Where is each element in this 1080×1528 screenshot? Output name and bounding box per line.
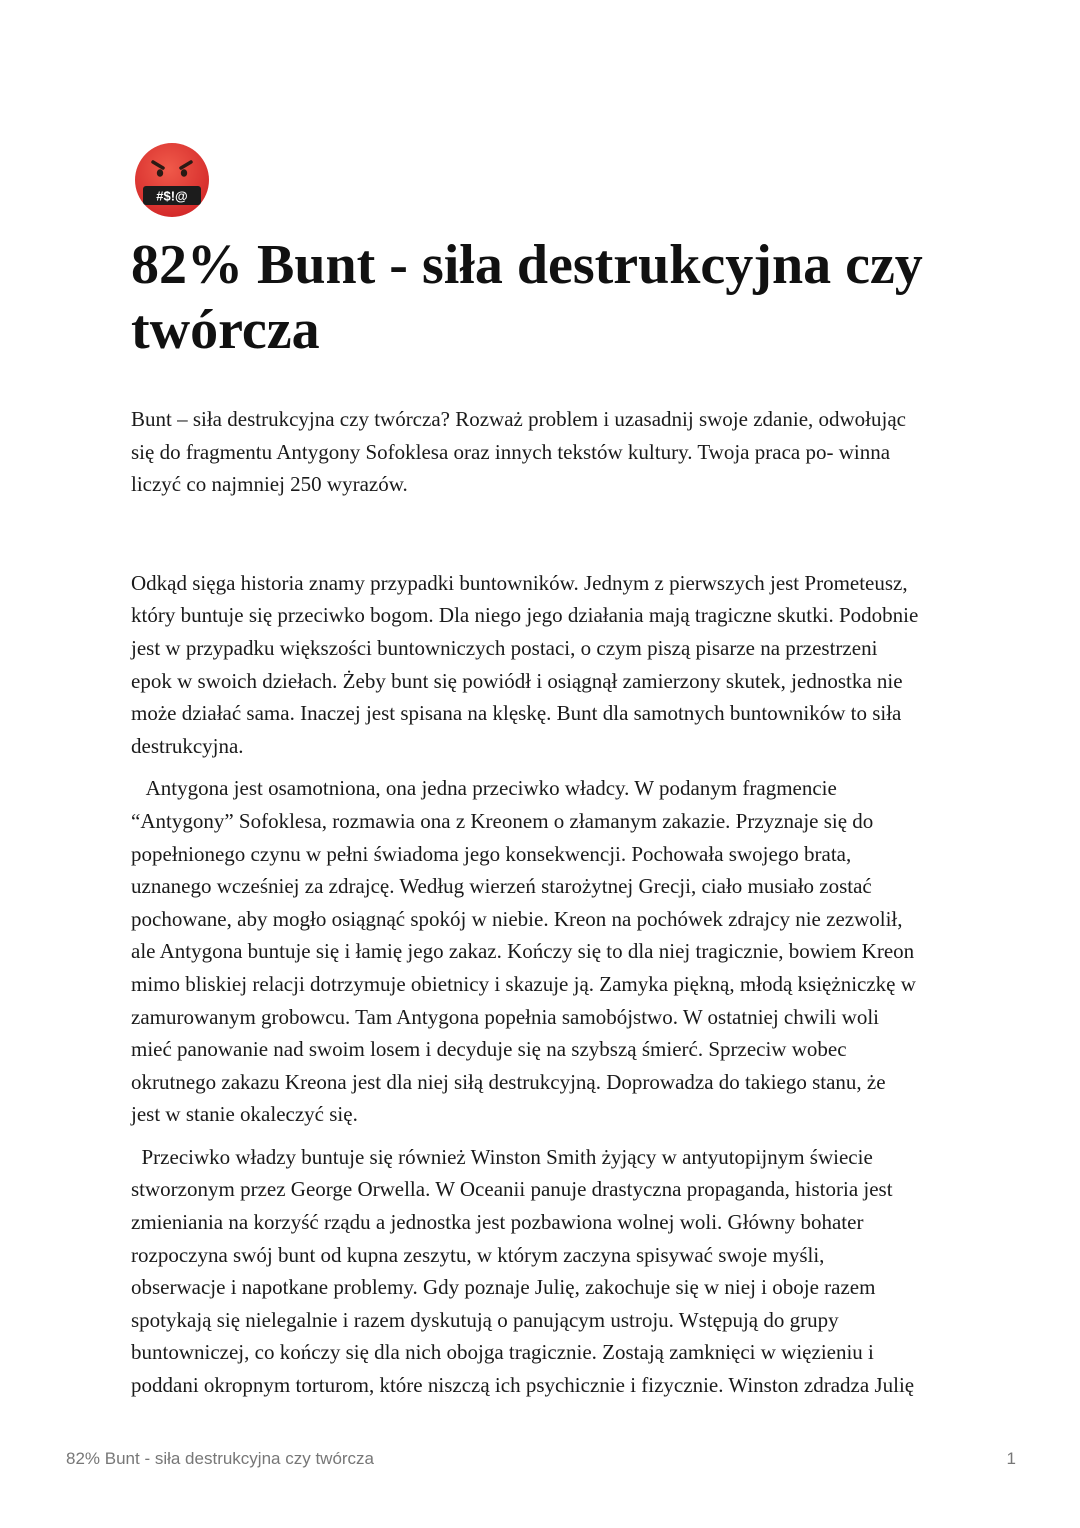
- paragraph-line: ale Antygona buntuje się i łamię jego zakaz. Kończy się to dla niej tragicznie, bowiem Kreon: [131, 939, 915, 964]
- paragraph-line: poddani okropnym torturom, które niszczą ich psychicznie i fizycznie. Winston zdradza Julię: [131, 1373, 915, 1398]
- footer-title: 82% Bunt - siła destrukcyjna czy twórcza: [66, 1449, 375, 1468]
- emoji-left-eye: [157, 169, 163, 177]
- prompt-line: liczyć co najmniej 250 wyrazów.: [131, 472, 408, 497]
- paragraph-line: Przeciwko władzy buntuje się również Winston Smith żyjący w antyutopijnym świecie: [131, 1144, 873, 1169]
- paragraph-line: epok w swoich dziełach. Żeby bunt się powiódł i osiągnął zamierzony skutek, jednostka nie: [131, 668, 903, 693]
- prompt-line: się do fragmentu Antygony Sofoklesa oraz innych tekstów kultury. Twoja praca po- winna: [131, 439, 891, 464]
- paragraph-winston: [131, 1141, 961, 1402]
- paragraph-intro: [131, 567, 961, 763]
- essay-prompt: [131, 403, 961, 501]
- prompt-line: Bunt – siła destrukcyjna czy twórcza? Rozważ problem i uzasadnij swoje zdanie, odwołując: [131, 407, 906, 431]
- paragraph-line: pochowane, aby mogło osiągnąć spokój w niebie. Kreon na pochówek zdrajcy nie zezwolił,: [131, 906, 903, 931]
- paragraph-line: Antygona jest osamotniona, ona jedna przeciwko władcy. W podanym fragmencie: [131, 776, 837, 801]
- paragraph-line: mimo bliskiej relacji dotrzymuje obietnicy i skazuje ją. Zamyka piękną, młodą księżniczkę w: [131, 971, 916, 996]
- document-body: [131, 403, 961, 1402]
- paragraph-line: jest w przypadku większości buntowniczych postaci, o czym piszą pisarze na przestrzeni: [131, 635, 878, 660]
- paragraph-line: jest w stanie okaleczyć się.: [131, 1102, 358, 1127]
- page-title: 82% Bunt - siła destrukcyjna czy twórcza: [131, 234, 923, 361]
- paragraph-line: mieć panowanie nad swoim losem i decyduje się na szybszą śmierć. Sprzeciw wobec: [131, 1037, 847, 1062]
- paragraph-line: Odkąd sięga historia znamy przypadki buntowników. Jednym z pierwszych jest Prometeusz,: [131, 570, 908, 595]
- paragraph-line: uznanego wcześniej za zdrajcę. Według wierzeń starożytnej Grecji, ciało musiało zostać: [131, 874, 872, 899]
- paragraph-line: zamurowanym grobowcu. Tam Antygona popełnia samobójstwo. W ostatniej chwili woli: [131, 1004, 880, 1029]
- paragraph-line: który buntuje się przeciwko bogom. Dla niego jego działania mają tragiczne skutki. Podobnie: [131, 603, 919, 628]
- paragraph-line: “Antygony” Sofoklesa, rozmawia ona z Kreonem o złamanym zakazie. Przyznaje się do: [131, 808, 874, 833]
- paragraph-line: popełnionego czynu w pełni świadoma jego konsekwencji. Pochowała swojego brata,: [131, 841, 852, 866]
- emoji-right-eye: [181, 169, 187, 177]
- emoji-face: [135, 143, 209, 217]
- paragraph-line: obserwacje i napotkane problemy. Gdy poznaje Julię, zakochuje się w niej i oboje razem: [131, 1275, 876, 1300]
- paragraph-line: rozpoczyna swój bunt od kupna zeszytu, w którym zaczyna spisywać swoje myśli,: [131, 1242, 825, 1267]
- emoji-symbols: #$!@: [156, 188, 188, 204]
- paragraph-line: może działać sama. Inaczej jest spisana na klęskę. Bunt dla samotnych buntowników to siła: [131, 701, 902, 726]
- page-number: 1: [1006, 1449, 1016, 1468]
- paragraph-line: stworzonym przez George Orwella. W Oceanii panuje drastyczna propaganda, historia jest: [131, 1177, 893, 1202]
- cursing-face-emoji-icon: [132, 140, 212, 220]
- paragraph-line: zmieniania na korzyść rządu a jednostka jest pozbawiona wolnej woli. Główny bohater: [131, 1210, 864, 1235]
- paragraph-line: buntowniczej, co kończy się dla nich obojga tragicznie. Zostają zamknięci w więzieniu i: [131, 1340, 874, 1365]
- paragraph-antygona: [131, 772, 961, 1131]
- paragraph-line: okrutnego zakazu Kreona jest dla niej siłą destrukcyjną. Doprowadza do takiego stanu, że: [131, 1069, 886, 1094]
- paragraph-line: spotykają się nielegalnie i razem dyskutują o panującym ustroju. Wstępują do grupy: [131, 1307, 839, 1332]
- paragraph-line: destrukcyjna.: [131, 733, 244, 758]
